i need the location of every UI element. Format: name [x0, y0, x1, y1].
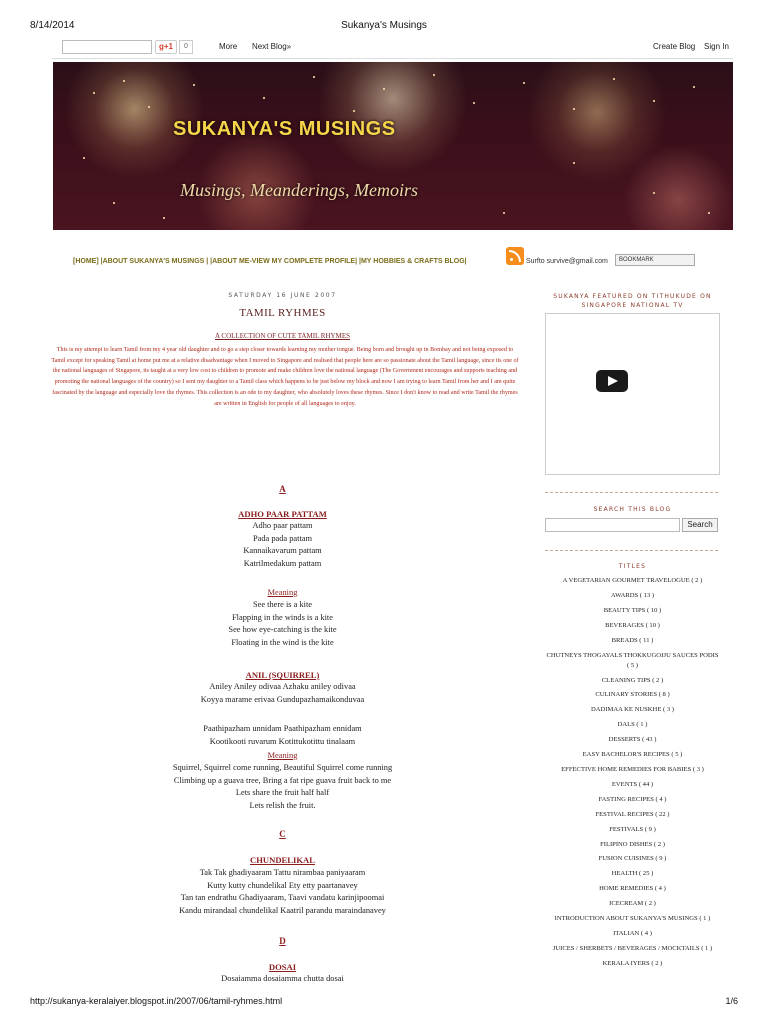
- label-link[interactable]: FESTIVALS ( 9 ): [609, 825, 656, 833]
- label-link[interactable]: EFFECTIVE HOME REMEDIES FOR BABIES ( 3 ): [561, 765, 704, 773]
- rhyme-line: Kutty kutty chundelikal Ety etty paartanavey: [207, 880, 358, 890]
- navbar-search-input[interactable]: [62, 40, 152, 54]
- post-intro: This is my attempt to learn Tamil from my 4 year old daughter and to go a step closer towards learning my mother tongue. Being born and brought up in Bombay and not being exposed to Tamil except for speaking Tamil at home put me at a relative disadvantage when I moved to Singapore and realised that people here are so passionate about the Tamil language, since its one of the national languages of Singapore, its taught at a very low cost to children to promote and make children love the national language (The Government encourages and supports teaching and promoting the national languages of the country) so I sent my daughter to a Tamil class which happens to be just below my block and now I am trying to learn Tamil from her and I am quite fascinated by the language and especially love the rhymes. This collection is an ode to my daughter, who absolutely loves these rhymes. Since I don't know to read and write Tamil the rhymes are written in English for people of all languages to enjoy.: [51, 347, 519, 407]
- more-link[interactable]: More: [219, 42, 238, 51]
- rhyme-line: Adho paar pattam: [252, 521, 313, 530]
- meaning-label: Meaning: [267, 588, 298, 597]
- print-title: Sukanya's Musings: [341, 20, 427, 31]
- header-banner[interactable]: [53, 62, 733, 230]
- rhyme-line: Koyya marame erivaa Gundupazhamaikonduvaa: [200, 694, 365, 704]
- label-link[interactable]: FESTIVAL RECIPES ( 22 ): [595, 810, 670, 818]
- label-link[interactable]: FILIPINO DISHES ( 2 ): [600, 840, 665, 848]
- sign-in-link[interactable]: Sign In: [704, 42, 729, 51]
- meaning-line: Lets share the fruit half half: [235, 788, 330, 798]
- rhyme-lines-anil-2: [60, 723, 505, 748]
- label-link[interactable]: BREADS ( 11 ): [611, 636, 654, 644]
- print-url: http://sukanya-keralaiyer.blogspot.in/2007/06/tamil-ryhmes.html: [30, 996, 283, 1006]
- label-link[interactable]: DADIMAA KE NUSKHE ( 3 ): [591, 706, 674, 714]
- rhyme-title-anil: ANIL (SQUIRREL): [245, 670, 320, 680]
- label-link[interactable]: ITALIAN ( 4 ): [613, 930, 652, 938]
- bookmark-button[interactable]: BOOKMARK: [615, 254, 695, 266]
- meaning-line: Climbing up a guava tree, Bring a fat ripe guava fruit back to me: [173, 775, 392, 785]
- print-date: 8/14/2014: [30, 20, 75, 31]
- rhyme-line: Pada pada pattam: [252, 533, 313, 543]
- blog-search-input[interactable]: [545, 518, 680, 532]
- label-link[interactable]: BEAUTY TIPS ( 10 ): [603, 606, 662, 614]
- section-letter-a: A: [279, 484, 286, 494]
- rhyme-line: Paathipazham unnidam Paathipazham ennidam: [203, 724, 362, 733]
- meaning-lines-adho: [60, 599, 505, 649]
- label-link[interactable]: HEALTH ( 25 ): [611, 870, 654, 878]
- label-link[interactable]: DALS ( 1 ): [617, 721, 648, 729]
- label-link[interactable]: CULINARY STORIES ( 8 ): [595, 691, 670, 699]
- blog-search-button[interactable]: Search: [682, 518, 718, 532]
- featured-video-heading: SUKANYA FEATURED ON TITHUKUDE ON SINGAPORE NATIONAL TV: [553, 293, 712, 309]
- sidebar-divider: [545, 550, 718, 551]
- rhyme-line: Tan tan endrathu Ghadiyaaram, Taavi vandatu karinjipoomai: [180, 893, 385, 903]
- rhyme-title-chundelikal: CHUNDELIKAL: [250, 855, 315, 865]
- rss-icon[interactable]: [506, 247, 524, 265]
- section-letter-c: C: [279, 829, 286, 839]
- label-link[interactable]: DESSERTS ( 43 ): [608, 736, 657, 744]
- top-links-bar[interactable]: [HOME] |ABOUT SUKANYA'S MUSINGS | |ABOUT ME-VIEW MY COMPLETE PROFILE| |MY HOBBIES & CRAFTS BLOG|: [73, 258, 467, 265]
- label-link[interactable]: AWARDS ( 13 ): [610, 591, 655, 599]
- label-link[interactable]: HOME REMEDIES ( 4 ): [599, 885, 666, 893]
- rhyme-line: Katrilmedakum pattam: [243, 558, 322, 568]
- post-subheading: A COLLECTION OF CUTE TAMIL RHYMES: [215, 332, 350, 340]
- label-link[interactable]: JUICES / SHERBETS / BEVERAGES / MOCKTAILS ( 1 ): [552, 944, 713, 952]
- label-link[interactable]: KERALA IYERS ( 2 ): [602, 959, 663, 967]
- rhyme-line: Tak Tak ghadiyaaram Tattu nirambaa paniyaaram: [199, 868, 366, 877]
- post-title[interactable]: TAMIL RYHMES: [239, 307, 326, 319]
- search-blog-heading: SEARCH THIS BLOG: [593, 506, 672, 513]
- label-link[interactable]: INTRODUCTION ABOUT SUKANYA'S MUSINGS ( 1 ): [554, 915, 711, 923]
- print-page-number: 1/6: [725, 996, 738, 1006]
- label-link[interactable]: CHUTNEYS THOGAYALS THOKKUGOJJU SAUCES PODIS ( 5 ): [546, 651, 719, 669]
- meaning-line: See there is a kite: [252, 600, 313, 609]
- meaning-line: Lets relish the fruit.: [249, 800, 316, 810]
- rhyme-lines-dosai: [60, 973, 505, 986]
- youtube-video-embed[interactable]: [545, 313, 720, 475]
- label-list: [545, 574, 720, 972]
- meaning-line: Squirrel, Squirrel come running, Beautiful Squirrel come running: [172, 763, 393, 772]
- contact-email[interactable]: Surfto survive@gmail.com: [526, 258, 608, 265]
- meaning-label: Meaning: [267, 751, 298, 760]
- google-plus-count: 0: [179, 40, 193, 54]
- rhyme-line: Dosaiamma dosaiamma chutta dosai: [221, 974, 344, 983]
- label-link[interactable]: ICECREAM ( 2 ): [609, 900, 656, 908]
- rhyme-line: Aniley Aniley odivaa Azhaku aniley odivaa: [209, 682, 356, 691]
- rhyme-lines-adho: [60, 520, 505, 570]
- sidebar-divider: [545, 492, 718, 493]
- rhyme-title-dosai: DOSAI: [268, 962, 297, 972]
- meaning-line: See how eye-catching is the kite: [228, 625, 337, 635]
- navbar-divider: [52, 58, 733, 59]
- section-letter-d: D: [279, 936, 286, 946]
- blogger-navbar: [52, 37, 733, 57]
- rhyme-line: Kootikooti ruvarum Kotittukotittu tinalaam: [209, 736, 356, 746]
- label-link[interactable]: A VEGETARIAN GOURMET TRAVELOGUE ( 2 ): [562, 577, 703, 584]
- rhyme-title-adho-paar-pattam: ADHO PAAR PATTAM: [238, 509, 327, 519]
- label-link[interactable]: BEVERAGES ( 10 ): [605, 621, 660, 629]
- label-link[interactable]: FASTING RECIPES ( 4 ): [598, 795, 667, 803]
- rhyme-lines-chundelikal: [60, 867, 505, 917]
- create-blog-link[interactable]: Create Blog: [653, 42, 696, 51]
- blog-title: SUKANYA'S MUSINGS: [173, 118, 396, 140]
- meaning-lines-anil: [60, 762, 505, 812]
- post-date: SATURDAY 16 JUNE 2007: [228, 292, 337, 299]
- rhyme-lines-anil: [60, 681, 505, 706]
- label-link[interactable]: CLEANING TIPS ( 2 ): [601, 676, 664, 684]
- meaning-line: Floating in the wind is the kite: [231, 637, 334, 647]
- meaning-line: Flapping in the winds is a kite: [232, 612, 333, 622]
- blog-subtitle: Musings, Meanderings, Memoirs: [180, 180, 418, 200]
- rhyme-line: Kandu mirandaal chundelikal Kaatril parandu maraindanavey: [179, 905, 386, 915]
- titles-heading: TITLES: [618, 563, 647, 570]
- label-link[interactable]: EVENTS ( 44 ): [611, 780, 654, 788]
- play-icon[interactable]: [596, 370, 628, 392]
- label-link[interactable]: FUSION CUISINES ( 9 ): [598, 855, 667, 863]
- label-link[interactable]: EASY BACHELOR'S RECIPES ( 5 ): [582, 751, 683, 759]
- google-plus-button[interactable]: g+1: [155, 40, 177, 54]
- next-blog-link[interactable]: Next Blog»: [252, 42, 292, 51]
- rhyme-line: Kannaikavarum pattam: [243, 546, 322, 556]
